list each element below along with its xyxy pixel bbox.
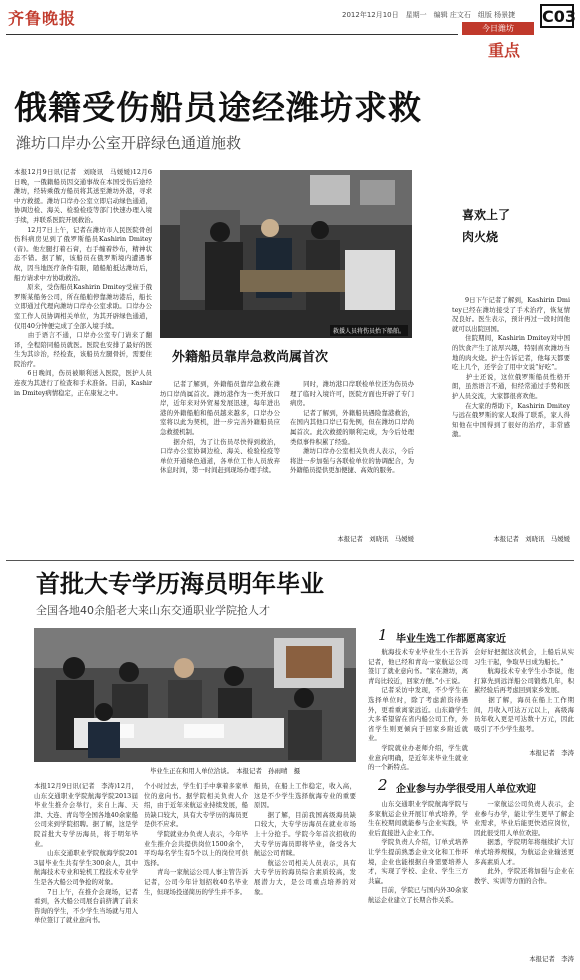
story1-side-body: 9日下午记者了解到，Kashirin Dmitey已经在潍坊接受了手术治疗，恢复情况良好。医生表示，预计再过一段时间他就可以出院回国。 住院期间，Kashirin Dmitey对中国的饮食产生了浓厚兴趣，特别喜欢潍坊当地的肉火烧。护士告诉记者，他每天都要吃上几个，还学会了用中文说“好吃”。 护士还说，这位俄罗斯船员性格开朗，虽然语言不通，但经常通过手势和医护人员交流，大家都很喜欢他。 在大家的帮助下，Kashirin Dmitey与远在俄罗斯的家人取得了联系，家人得知他在中国得到了很好的治疗，非常感激。 [452,296,570,439]
story2-sec2-body-a: 山东交通职业学院航海学院与多家航运企业开展订单式培养，学生在校期间就能参与企业实践，毕业后直接进入企业工作。 学院负责人介绍，订单式培养让学生提前熟悉企业文化和工作环境，企业也能根据自身需要培养人才，实现了学校、企业、学生三方共赢。 目前，学院已与国内外30余家航运企业建立了长期合作关系。 [368,800,468,904]
story1-col1: 本报12月9日讯(记者 刘晓讯 马媛媛)12月6日晚，一俄籍船员因交通事故在本国受伤后途经潍坊，经转乘俄方船员将其送至潍坊外港，寻求中方救援。潍坊口岸办公室立即启动绿色通道，协调边检、海关、检验检疫等部门快速办理入境手续，并联系医院开展救治。 12月7日上午，记者在潍坊市人民医院骨创伤科病房见到了俄罗斯船员Kashirin Dmitey(音)。他左腿打着石膏，右手缠着纱布，精神状态不错。据了解，该船员在俄罗斯境内遭遇事故，因当地医疗条件有限，随船舶抵达潍坊后，船方请求中方协助救治。 原来，受伤船员Kashirin Dmitey受雇于俄罗斯某船务公司，所在船舶停靠潍坊港后，船长立即通过代理向潍坊口岸办公室求助。口岸办公室工作人员协调相关单位，为其开辟绿色通道，仅用40分钟便完成了全部入境手续。 由于语言不通，口岸办公室专门请来了翻译，全程陪同船员就医。医院也安排了最好的医生为其诊治，经检查，该船员左腿骨折，需要住院治疗。 6日晚间，伤员被顺利送入医院，医护人员连夜为其进行了检查和手术准备。目前，Kashirin Dmitey病情稳定，正在康复之中。 [14,168,152,397]
story2-headline: 首批大专学历海员明年毕业 [36,570,324,598]
story1-photo-art [160,170,412,338]
story1-subhead: 潍坊口岸办公室开辟绿色通道施救 [16,134,242,152]
story1-photo-caption: 救援人员将伤员抬下船舶。 [330,325,408,336]
story1-headline: 俄籍受伤船员途经潍坊求救 [14,88,422,127]
story1-mid-col2: 同时，潍坊港口岸联检单位还为伤员办理了临时入境许可，医院方面也开辟了专门病房。 记者了解到，外籍船员遇险靠港救治，在国内其他口岸已有先例，但在潍坊口岸尚属首次。此次救援的顺利完成，为今后处理类似事件积累了经验。 潍坊口岸办公室相关负责人表示，今后将进一步加强与各联检单位的协调配合，为外籍船员提供更加便捷、高效的服务。 [290,380,414,475]
story1-side-head2: 肉火烧 [462,230,499,244]
story2-sec1-head: 毕业生选工作都愿离家近 [396,634,506,645]
story1-photo [160,170,412,338]
story2-col3: 船员，在船上工作稳定，收入高，这是不少学生选择航海专业的重要原因。 据了解，目前我国高级海员缺口较大，大专学历海员在就业市场上十分抢手。学院今年首次招收的大专学历海员即将毕业，备受各大航运公司青睐。 航运公司相关人员表示，具有大专学历的海员综合素质较高，发展潜力大，是公司重点培养的对象。 [254,782,356,896]
story1-mid-col1: 记者了解到，外籍船员靠岸急救在潍坊口岸尚属首次。潍坊港作为一类开放口岸，近年来对外贸易发展迅速，每年进出港的外籍船舶和船员越来越多，口岸办公室将以此为契机，进一步完善外籍船员应急救援机制。 据介绍，为了让伤员尽快得到救治，口岸办公室协调边检、海关、检验检疫等单位开通绿色通道，各单位工作人员放弃休息时间，第一时间赶到现场办理手续。 [160,380,280,475]
story2-sec2-body-b: 一家航运公司负责人表示，企业参与办学，能让学生更早了解企业需求，毕业后能更快适应岗位，因此很受用人单位欢迎。 据悉，学院明年将继续扩大订单式培养规模，为航运企业输送更多高素质人才。 此外，学院还将加强与企业在教学、实训等方面的合作。 [474,800,574,885]
story2-sec2-number: 2 [378,776,388,794]
story2-sec2-byline: 本报记者 李涛 [529,955,574,963]
story1-side-byline: 本报记者 刘晓讯 马媛媛 [493,535,570,543]
story2-col2: 个小时过去，学生们手中拿着多家单位的意向书。据学院相关负责人介绍，由于近年来航运业持续发展，船员缺口较大，具有大专学历的海员更是供不应求。 学院就业办负责人表示，今年毕业生推介会共提供岗位1500余个，平均每名学生有5个以上的岗位可供选择。 青岛一家航运公司人事主管告诉记者，公司今年计划招收40名毕业生，但现场投递简历的学生并不多。 [144,782,248,896]
header-rule [6,34,458,35]
story1-photo-title: 外籍船员靠岸急救尚属首次 [172,350,329,365]
story2-subhead: 全国各地40余船老大来山东交通职业学院抢人才 [36,604,270,617]
story2-photo-art [34,628,356,762]
story2-photo [34,628,356,762]
story2-sec1-byline: 本报记者 李涛 [529,749,574,757]
story2-col1: 本报12月9日讯(记者 李涛)12月，山东交通职业学院航海学院2013届毕业生推介会举行，来自上海、天津、大连、青岛等全国各地40余家船公司来到学院招聘。据了解，这是学院首批大专学历海员，将于明年毕业。 山东交通职业学院航海学院2013届毕业生共有学生300余人，其中航海技术专业和轮机工程技术专业学生是各大船公司争抢的对象。 7日上午，在推介会现场，记者看到，各大船公司展台前挤满了前来咨询的学生，不少学生当场就与用人单位签订了就业意向书。 [34,782,138,925]
masthead-logo: 齐鲁晚报 [8,9,77,28]
story-divider [6,560,574,561]
story1-mid-byline: 本报记者 刘晓讯 马媛媛 [337,535,414,543]
dateline: 2012年12月10日 星期一 编辑 庄文石 组版 杨景捷 [342,11,516,19]
section-title: 重点 [488,41,521,60]
story2-photo-caption: 毕业生正在和用人单位洽谈。 本报记者 孙雨晴 摄 [150,767,301,775]
story1-side-head1: 喜欢上了 [462,208,511,222]
section-tag: 今日潍坊 [462,22,534,35]
story2-sec1-body-a: 航海技术专业毕业生小王告诉记者，他已经和青岛一家航运公司签订了就业意向书。“家在潍坊，离青岛比较近，回家方便。”小王说。 记者采访中发现，不少学生在选择单位时，除了考虑薪资待遇外，更看重离家远近。山东籍学生大多希望留在省内船公司工作，外省学生则更倾向于回家乡附近就业。 学院就业办老师介绍，学生就业意向明确，是近年来毕业生就业的一个新特点。 [368,648,468,772]
story2-sec1-body-b: 会好好把握这次机会，上船后从实习生干起，争取早日成为船长。” 航海技术专业学生小李说，他打算先到远洋船公司锻炼几年，积累经验后再考虑回到家乡发展。 据了解，海员在船上工作期间，月收入可达万元以上，高级海员年收入更是可达数十万元，因此吸引了不少学生报考。 [474,648,574,733]
page-number: C03 [540,4,574,28]
story2-sec1-number: 1 [378,626,388,644]
story2-sec2-head: 企业参与办学很受用人单位欢迎 [396,784,536,795]
